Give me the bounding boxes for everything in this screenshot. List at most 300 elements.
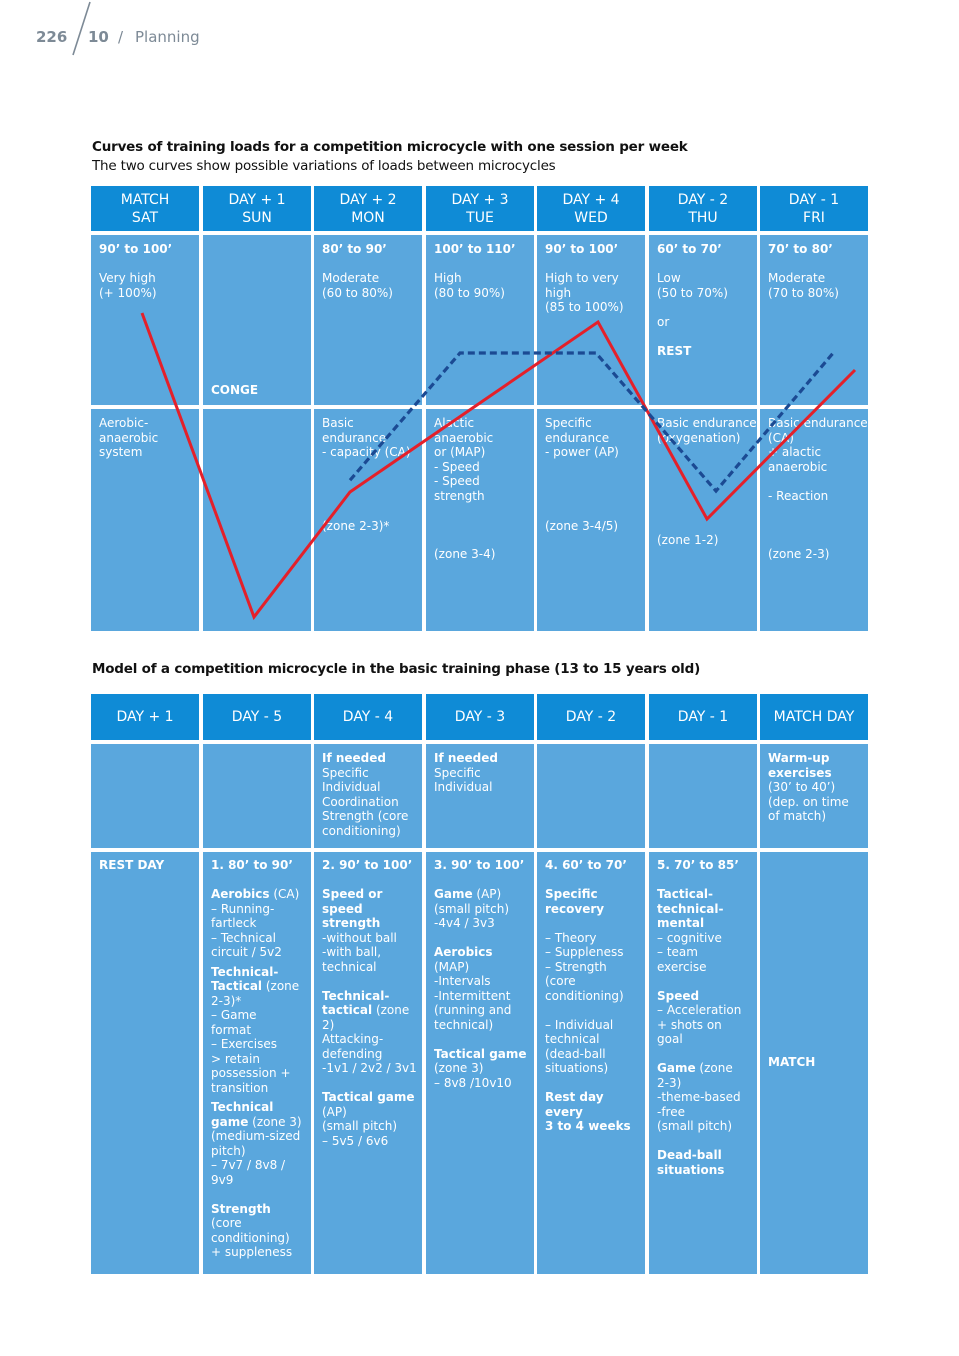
- session-plan-text: Attacking-: [322, 1032, 384, 1046]
- session-plan-text: Speed: [657, 988, 700, 1003]
- session-plan-line: [211, 1216, 303, 1231]
- session-note-line: Coordination: [322, 794, 399, 809]
- session-plan-text: 2): [322, 1017, 335, 1032]
- session-plan-line: [657, 1032, 749, 1047]
- session-plan-text: Tactical game: [322, 1090, 415, 1104]
- session-plan-line: [657, 945, 749, 960]
- load-cell: [426, 235, 534, 405]
- session-plan-text: 1. 80’ to 90’: [211, 858, 293, 872]
- load-cell: [91, 235, 199, 405]
- session-plan-text: -Intermittent: [434, 988, 511, 1003]
- session-plan-line: [322, 989, 414, 1004]
- content-line: [768, 474, 860, 489]
- session-plan-text: -4v4 / 3v3: [434, 916, 495, 930]
- zone-label: (zone 2-3): [768, 547, 830, 561]
- session-plan-line: [657, 1003, 749, 1018]
- day-header: [91, 186, 199, 231]
- session-plan-line: [657, 1148, 749, 1163]
- session-plan-text: (medium-sized: [211, 1129, 301, 1143]
- content-line: anaerobic: [99, 430, 159, 445]
- session-plan-text: (core: [211, 1216, 242, 1230]
- session-plan-text: Technical-: [322, 988, 390, 1003]
- session-plan-line: [434, 1047, 526, 1062]
- match-label: MATCH: [768, 1055, 816, 1069]
- session-plan-text: fartleck: [211, 916, 257, 930]
- session-plan-line: [657, 858, 749, 873]
- session-note-line: Individual: [434, 780, 493, 795]
- session-plan-line: [211, 858, 303, 873]
- session-note-line: (30’ to 40’): [768, 780, 836, 795]
- session-note-line: exercises: [768, 765, 832, 780]
- session-plan-text: > retain: [211, 1051, 260, 1066]
- load-duration: 90’ to 100’: [99, 242, 173, 256]
- session-note-line: (dep. on time: [768, 794, 849, 809]
- session-plan-line: [211, 1008, 303, 1023]
- day-header: [760, 694, 868, 740]
- session-plan-line: [545, 1090, 637, 1105]
- session-plan-line: [211, 965, 303, 980]
- spacer: [768, 257, 860, 272]
- session-plan-cell: [649, 852, 757, 1274]
- session-plan-text: game: [211, 1114, 249, 1129]
- load-intensity: (50 to 70%): [657, 285, 728, 300]
- session-plan-text: Tactical game: [434, 1046, 527, 1061]
- session-plan-line: [434, 873, 526, 888]
- session-plan-line: [322, 945, 414, 960]
- session-plan-text: (dead-ball: [545, 1046, 606, 1061]
- session-plan-line: [211, 931, 303, 946]
- session-plan-line: [211, 1231, 303, 1246]
- session-plan-line: [434, 858, 526, 873]
- session-note-cell: [203, 744, 311, 848]
- session-plan-line: [545, 1032, 637, 1047]
- session-plan-line: [545, 1061, 637, 1076]
- session-plan-text: 3 to 4 weeks: [545, 1119, 631, 1133]
- session-plan-text: – Technical: [211, 930, 276, 945]
- content-line: anaerobic: [434, 430, 494, 445]
- day-header: [426, 186, 534, 231]
- session-note-cell: [760, 744, 868, 848]
- session-plan-line: [434, 1061, 526, 1076]
- session-plan-line: [211, 1245, 303, 1260]
- session-plan-line: [211, 1052, 303, 1067]
- session-plan-line: [657, 1163, 749, 1178]
- session-plan-line: [211, 887, 303, 902]
- day-header-label: DAY + 3: [451, 191, 509, 208]
- day-header-label: DAY - 2: [677, 191, 729, 208]
- session-plan-text: defending: [322, 1046, 383, 1061]
- content-line: - Reaction: [768, 488, 829, 503]
- session-plan-line: [545, 1047, 637, 1062]
- content-line: Basic endurance: [768, 416, 868, 430]
- session-plan-text: (small pitch): [322, 1119, 397, 1133]
- chapter-title: Planning: [135, 28, 200, 46]
- day-header-label: DAY - 3: [454, 709, 506, 725]
- session-plan-text: Tactical: [211, 979, 263, 993]
- session-plan-line: [657, 1134, 749, 1149]
- chapter-separator: /: [118, 28, 124, 46]
- session-plan-line: [211, 1187, 303, 1202]
- session-plan-line: [322, 931, 414, 946]
- session-plan-line: [545, 1003, 637, 1018]
- chart1-title: Curves of training loads for a competition microcycle with one session per week: [92, 139, 688, 155]
- day-header: [537, 694, 645, 740]
- session-plan-text: – cognitive: [657, 930, 722, 945]
- session-plan-line: [211, 1144, 303, 1159]
- session-plan-text: Aerobics: [211, 887, 270, 901]
- session-plan-line: [545, 945, 637, 960]
- session-plan-text: Rest day: [545, 1090, 604, 1104]
- day-header-label: DAY - 2: [565, 709, 617, 725]
- content-line: - Speed: [434, 459, 480, 474]
- session-plan-line: [434, 1003, 526, 1018]
- session-plan-text: situations: [657, 1162, 725, 1177]
- session-plan-text: Technical: [211, 1100, 274, 1114]
- load-intensity: (80 to 90%): [434, 285, 505, 300]
- session-plan-line: [657, 960, 749, 975]
- session-plan-text: – Game: [211, 1008, 257, 1022]
- session-plan-line: [657, 887, 749, 902]
- content-line: Aerobic-: [99, 416, 149, 430]
- content-line: - power (AP): [545, 445, 619, 460]
- load-cell: [203, 235, 311, 405]
- session-plan-text: Aerobics: [434, 945, 493, 959]
- session-plan-text: exercise: [657, 959, 707, 974]
- chart1-subtitle: The two curves show possible variations of loads between microcycles: [92, 158, 556, 174]
- day-header-weekday: SAT: [131, 209, 159, 226]
- session-plan-line: [657, 1018, 749, 1033]
- session-plan-text: 2. 90’ to 100’: [322, 858, 413, 872]
- session-plan-text: 9v9: [211, 1172, 234, 1187]
- session-plan-text: (core: [545, 974, 576, 988]
- session-plan-text: conditioning): [211, 1230, 290, 1245]
- session-plan-line: [322, 1134, 414, 1149]
- session-plan-line: [657, 1061, 749, 1076]
- session-plan-text: REST DAY: [99, 858, 165, 872]
- session-plan-line: [545, 916, 637, 931]
- session-plan-line: [211, 1023, 303, 1038]
- session-plan-line: [657, 1119, 749, 1134]
- session-plan-text: (zone 3): [434, 1061, 484, 1075]
- session-plan-text: – Exercises: [211, 1037, 277, 1051]
- session-plan-text: -1v1 / 2v2 / 3v1: [322, 1061, 417, 1075]
- session-note-cell: [649, 744, 757, 848]
- session-plan-text: Strength: [211, 1201, 271, 1216]
- session-plan-line: [211, 979, 303, 994]
- session-plan-line: [211, 1129, 303, 1144]
- session-plan-suffix: (zone: [695, 1061, 733, 1075]
- session-plan-line: [322, 887, 414, 902]
- session-plan-line: [322, 1090, 414, 1105]
- day-header-weekday: MON: [351, 209, 385, 226]
- session-plan-cell: [91, 852, 199, 1274]
- load-intensity: Very high: [99, 271, 156, 286]
- day-header: [203, 186, 311, 231]
- session-note-cell: [91, 744, 199, 848]
- day-header: [203, 694, 311, 740]
- chapter-number: 10: [88, 28, 109, 46]
- session-plan-line: [434, 931, 526, 946]
- session-note-line: Individual: [322, 780, 381, 795]
- load-cell: [760, 235, 868, 405]
- session-plan-text: Speed or: [322, 887, 383, 901]
- session-plan-line: [434, 1032, 526, 1047]
- content-line: - Speed: [434, 474, 480, 489]
- session-plan-text: – Acceleration: [657, 1003, 742, 1017]
- session-plan-line: [434, 1018, 526, 1033]
- session-plan-line: [545, 873, 637, 888]
- session-plan-text: Tactical-: [657, 887, 714, 901]
- session-plan-line: [211, 1115, 303, 1130]
- session-plan-text: – 8v8 /10v10: [434, 1075, 512, 1090]
- content-line: + alactic: [768, 445, 822, 460]
- session-plan-text: Game: [434, 887, 473, 901]
- session-plan-line: [657, 1076, 749, 1091]
- content-line: or (MAP): [434, 445, 486, 460]
- session-plan-text: speed: [322, 901, 363, 916]
- content-line: Specific: [545, 416, 592, 430]
- load-cell: [314, 235, 422, 405]
- session-plan-cell: [760, 852, 868, 1274]
- session-plan-line: [211, 1066, 303, 1081]
- session-plan-line: [657, 974, 749, 989]
- session-plan-text: (small pitch): [434, 901, 509, 916]
- spacer: [434, 257, 526, 272]
- content-cell: [203, 409, 311, 631]
- zone-label: (zone 3-4): [434, 547, 496, 561]
- zone-label: (zone 1-2): [657, 533, 719, 547]
- session-plan-line: [657, 902, 749, 917]
- zone-label: (zone 3-4/5): [545, 519, 619, 533]
- day-header-weekday: WED: [574, 209, 608, 226]
- session-plan-suffix: (zone: [372, 1003, 410, 1017]
- day-header-weekday: TUE: [466, 209, 494, 226]
- session-plan-line: [211, 994, 303, 1009]
- session-plan-line: [211, 1202, 303, 1217]
- session-plan-text: + suppleness: [211, 1245, 293, 1259]
- session-plan-cell: [537, 852, 645, 1274]
- session-plan-line: [211, 873, 303, 888]
- session-plan-text: – Individual: [545, 1017, 614, 1032]
- session-plan-text: 5. 70’ to 85’: [657, 858, 739, 872]
- session-plan-line: [545, 1018, 637, 1033]
- content-cell: [426, 409, 534, 631]
- session-plan-text: -with ball,: [322, 945, 382, 959]
- content-cell: [91, 409, 199, 631]
- session-plan-line: [322, 858, 414, 873]
- day-header-weekday: THU: [688, 209, 718, 226]
- content-line: Alactic: [434, 416, 475, 430]
- session-plan-line: [322, 1047, 414, 1062]
- session-plan-line: [434, 1076, 526, 1091]
- session-plan-line: [657, 1047, 749, 1062]
- session-plan-line: [322, 974, 414, 989]
- session-plan-line: [545, 931, 637, 946]
- session-plan-cell: [426, 852, 534, 1274]
- day-header-label: DAY - 1: [788, 191, 840, 208]
- session-plan-text: mental: [657, 916, 705, 930]
- session-plan-text: 4. 60’ to 70’: [545, 858, 627, 872]
- session-plan-line: [545, 974, 637, 989]
- content-cell: [537, 409, 645, 631]
- load-intensity: (70 to 80%): [768, 285, 839, 300]
- day-header-label: DAY + 2: [339, 191, 397, 208]
- session-note-line: Warm-up: [768, 751, 830, 765]
- content-cell: [760, 409, 868, 631]
- session-plan-text: situations): [545, 1061, 609, 1075]
- day-header-label: MATCH: [120, 191, 170, 208]
- load-intensity: high: [545, 285, 572, 300]
- content-cell: [649, 409, 757, 631]
- session-plan-text: Specific: [545, 887, 598, 901]
- session-plan-line: [211, 945, 303, 960]
- session-plan-text: Game: [657, 1061, 696, 1075]
- day-header-label: DAY + 1: [228, 191, 286, 208]
- session-plan-line: [322, 1119, 414, 1134]
- session-plan-line: [434, 974, 526, 989]
- session-plan-cell: [203, 852, 311, 1274]
- chart2-title: Model of a competition microcycle in the basic training phase (13 to 15 years old): [92, 661, 701, 677]
- session-note-cell: [537, 744, 645, 848]
- day-header-label: DAY + 1: [116, 709, 174, 725]
- session-plan-text: format: [211, 1022, 252, 1037]
- spacer: [99, 257, 191, 272]
- zone-label: (zone 2-3)*: [322, 519, 390, 533]
- load-intensity: High: [434, 271, 462, 286]
- load-intensity: (60 to 80%): [322, 285, 393, 300]
- load-intensity: [657, 300, 749, 315]
- load-duration: 60’ to 70’: [657, 242, 722, 256]
- session-plan-line: [434, 916, 526, 931]
- session-plan-text: – team: [657, 945, 698, 959]
- session-plan-text: goal: [657, 1032, 683, 1046]
- session-plan-text: technical: [545, 1032, 600, 1046]
- load-intensity: Low: [657, 271, 681, 286]
- load-intensity: (85 to 100%): [545, 300, 624, 315]
- content-line: strength: [434, 488, 485, 503]
- session-plan-line: [657, 989, 749, 1004]
- load-duration: 90’ to 100’: [545, 242, 619, 256]
- session-plan-text: -theme-based: [657, 1090, 741, 1104]
- session-plan-line: [322, 1076, 414, 1091]
- session-plan-line: [434, 902, 526, 917]
- session-plan-line: [211, 1081, 303, 1096]
- session-plan-text: – 5v5 / 6v6: [322, 1133, 389, 1148]
- session-plan-line: [545, 1076, 637, 1091]
- session-plan-text: -without ball: [322, 930, 397, 945]
- content-line: - capacity (CA): [322, 445, 411, 460]
- rest-label: REST: [657, 344, 692, 359]
- day-header: [314, 694, 422, 740]
- content-line: system: [99, 445, 143, 460]
- load-cell: [537, 235, 645, 405]
- session-note-line: of match): [768, 809, 827, 824]
- session-plan-text: every: [545, 1104, 583, 1119]
- session-plan-text: recovery: [545, 901, 605, 916]
- load-intensity: or: [657, 314, 670, 329]
- session-plan-text: possession +: [211, 1066, 291, 1080]
- session-plan-text: 2-3): [657, 1075, 682, 1090]
- session-plan-text: 3. 90’ to 100’: [434, 858, 525, 872]
- load-intensity: High to very: [545, 271, 619, 286]
- load-intensity: Moderate: [768, 271, 826, 286]
- session-plan-line: [211, 1173, 303, 1188]
- content-line: Basic endurance: [657, 416, 757, 430]
- conge-label: CONGE: [211, 383, 259, 397]
- session-plan-line: [211, 1158, 303, 1173]
- session-plan-line: [434, 887, 526, 902]
- session-plan-line: [322, 873, 414, 888]
- session-plan-line: [657, 931, 749, 946]
- day-header: [649, 186, 757, 231]
- session-plan-line: [211, 902, 303, 917]
- day-header: [537, 186, 645, 231]
- day-header: [760, 186, 868, 231]
- session-plan-text: 2-3)*: [211, 993, 242, 1008]
- spacer: [657, 330, 749, 345]
- session-plan-line: [322, 1061, 417, 1076]
- session-plan-text: – Suppleness: [545, 945, 624, 959]
- session-note-line: Strength (core: [322, 809, 409, 824]
- session-plan-cell: [314, 852, 422, 1274]
- session-plan-line: [211, 1037, 303, 1052]
- day-header: [91, 694, 199, 740]
- session-plan-line: [545, 1105, 637, 1120]
- session-plan-text: circuit / 5v2: [211, 945, 282, 959]
- session-plan-line: [434, 945, 526, 960]
- content-line: Basic: [322, 416, 354, 430]
- content-line: endurance: [322, 430, 387, 445]
- session-plan-suffix: (CA): [269, 887, 300, 901]
- session-plan-text: – Strength: [545, 959, 607, 974]
- spacer: [657, 257, 749, 272]
- session-note-cell: [314, 744, 422, 848]
- session-plan-line: [657, 1090, 749, 1105]
- session-plan-line: [434, 989, 526, 1004]
- session-plan-text: Dead-ball: [657, 1148, 722, 1162]
- session-plan-text: (MAP): [434, 959, 470, 974]
- session-plan-line: [322, 902, 414, 917]
- session-plan-line: [322, 1018, 414, 1033]
- session-plan-text: conditioning): [545, 988, 624, 1003]
- load-duration: 80’ to 90’: [322, 242, 387, 256]
- session-plan-line: [322, 1003, 414, 1018]
- session-plan-text: (small pitch): [657, 1119, 732, 1133]
- session-plan-text: tactical: [322, 1003, 373, 1017]
- content-line: (oxygenation): [657, 430, 741, 445]
- content-line: (CA): [768, 430, 794, 445]
- session-plan-text: -Intervals: [434, 974, 491, 988]
- spacer: [322, 257, 414, 272]
- session-note-line: Specific: [434, 765, 481, 780]
- day-header-weekday: SUN: [242, 209, 272, 226]
- page-number: 226: [36, 28, 68, 46]
- day-header: [314, 186, 422, 231]
- session-note-line: If needed: [434, 751, 499, 765]
- session-plan-line: [657, 1105, 749, 1120]
- session-plan-line: [322, 960, 414, 975]
- session-plan-line: [545, 960, 637, 975]
- session-plan-line: [545, 858, 637, 873]
- session-plan-line: [322, 1105, 414, 1120]
- day-header-weekday: FRI: [803, 209, 825, 226]
- session-note-cell: [426, 744, 534, 848]
- session-plan-text: pitch): [211, 1143, 246, 1158]
- session-plan-suffix: (zone: [262, 979, 300, 993]
- load-duration: 70’ to 80’: [768, 242, 833, 256]
- session-plan-text: – Theory: [545, 930, 597, 945]
- session-plan-text: transition: [211, 1080, 269, 1095]
